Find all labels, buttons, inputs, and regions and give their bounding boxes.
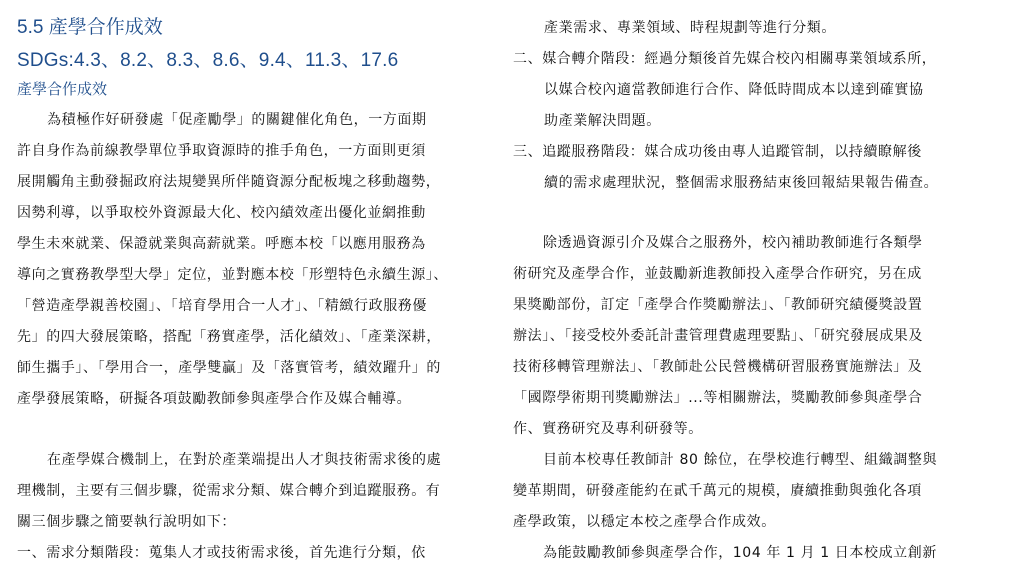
paragraph-line: 許自身作為前線教學單位爭取資源時的推手角色，一方面則更須	[17, 143, 426, 159]
paragraph-line: 目前本校專任教師計 80 餘位，在學校進行轉型、組織調整與	[543, 452, 938, 468]
list-item-3-continuation: 續的需求處理狀況，整個需求服務結束後回報結果報告備查。	[544, 175, 939, 191]
paragraph-line: 除透過資源引介及媒合之服務外，校內補助教師進行各類學	[543, 235, 923, 251]
paragraph-line: 先」的四大發展策略，搭配「務實產學，活化績效」、「產業深耕，	[17, 329, 441, 345]
list-item-1: 一、需求分類階段：蒐集人才或技術需求後，首先進行分類，依	[17, 545, 426, 561]
list-item-1-continuation: 產業需求、專業領域、時程規劃等進行分類。	[544, 20, 836, 36]
paragraph-line: 學生未來就業、保證就業與高薪就業。呼應本校「以應用服務為	[17, 236, 426, 252]
paragraph-line: 理機制，主要有三個步驟，從需求分類、媒合轉介到追蹤服務。有	[17, 483, 441, 499]
paragraph-line: 技術移轉管理辦法」、「教師赴公民營機構研習服務實施辦法」及	[513, 359, 923, 375]
paragraph-line: 術研究及產學合作，並鼓勵新進教師投入產學合作研究，另在成	[513, 266, 922, 282]
sdgs-line: SDGs:4.3、8.2、8.3、8.6、9.4、11.3、17.6	[17, 50, 399, 71]
paragraph-line: 辦法」、「接受校外委託計畫管理費處理要點」、「研究發展成果及	[513, 328, 923, 344]
section-title: 5.5 產學合作成效	[17, 17, 163, 38]
paragraph-line: 因勢利導，以爭取校外資源最大化、校內績效產出優化並網推動	[17, 205, 426, 221]
paragraph-line: 師生攜手」、「學用合一，產學雙贏」及「落實管考，績效躍升」的	[17, 360, 441, 376]
subsection-title: 產學合作成效	[17, 81, 108, 98]
paragraph-line: 關三個步驟之簡要執行說明如下：	[17, 514, 236, 530]
paragraph-line: 導向之實務教學型大學」定位，並對應本校「形塑特色永續生源」、	[17, 267, 448, 283]
list-item-2: 二、媒合轉介階段：經過分類後首先媒合校內相關專業領域系所，	[513, 51, 937, 67]
paragraph-line: 在產學媒合機制上，在對於產業端提出人才與技術需求後的處	[47, 452, 442, 468]
paragraph-line: 為積極作好研發處「促產勵學」的關鍵催化角色，一方面期	[47, 112, 427, 128]
paragraph-line: 產學發展策略，研擬各項鼓勵教師參與產學合作及媒合輔導。	[17, 391, 412, 407]
paragraph-line: 變革期間，研發產能約在貳千萬元的規模，賡續推動與強化各項	[513, 483, 922, 499]
list-item-2-continuation: 以媒合校內適當教師進行合作、降低時間成本以達到確實協	[544, 82, 924, 98]
paragraph-line: 作、實務研究及專利研發等。	[513, 421, 703, 437]
paragraph-line: 果獎勵部份，訂定「產學合作獎勵辦法」、「教師研究績優獎設置	[513, 297, 923, 313]
paragraph-line: 產學政策，以穩定本校之產學合作成效。	[513, 514, 776, 530]
paragraph-line: 「國際學術期刊獎勵辦法」...等相關辦法，獎勵教師參與產學合	[513, 390, 923, 406]
list-item-3: 三、追蹤服務階段：媒合成功後由專人追蹤管制，以持續瞭解後	[513, 144, 922, 160]
paragraph-line: 為能鼓勵教師參與產學合作，104 年 1 月 1 日本校成立創新	[543, 545, 937, 561]
paragraph-line: 展開觸角主動發掘政府法規變異所伴隨資源分配板塊之移動趨勢，	[17, 174, 441, 190]
paragraph-line: 「營造產學親善校園」、「培育學用合一人才」、「精緻行政服務優	[17, 298, 427, 314]
list-item-2-continuation: 助產業解決問題。	[544, 113, 661, 129]
